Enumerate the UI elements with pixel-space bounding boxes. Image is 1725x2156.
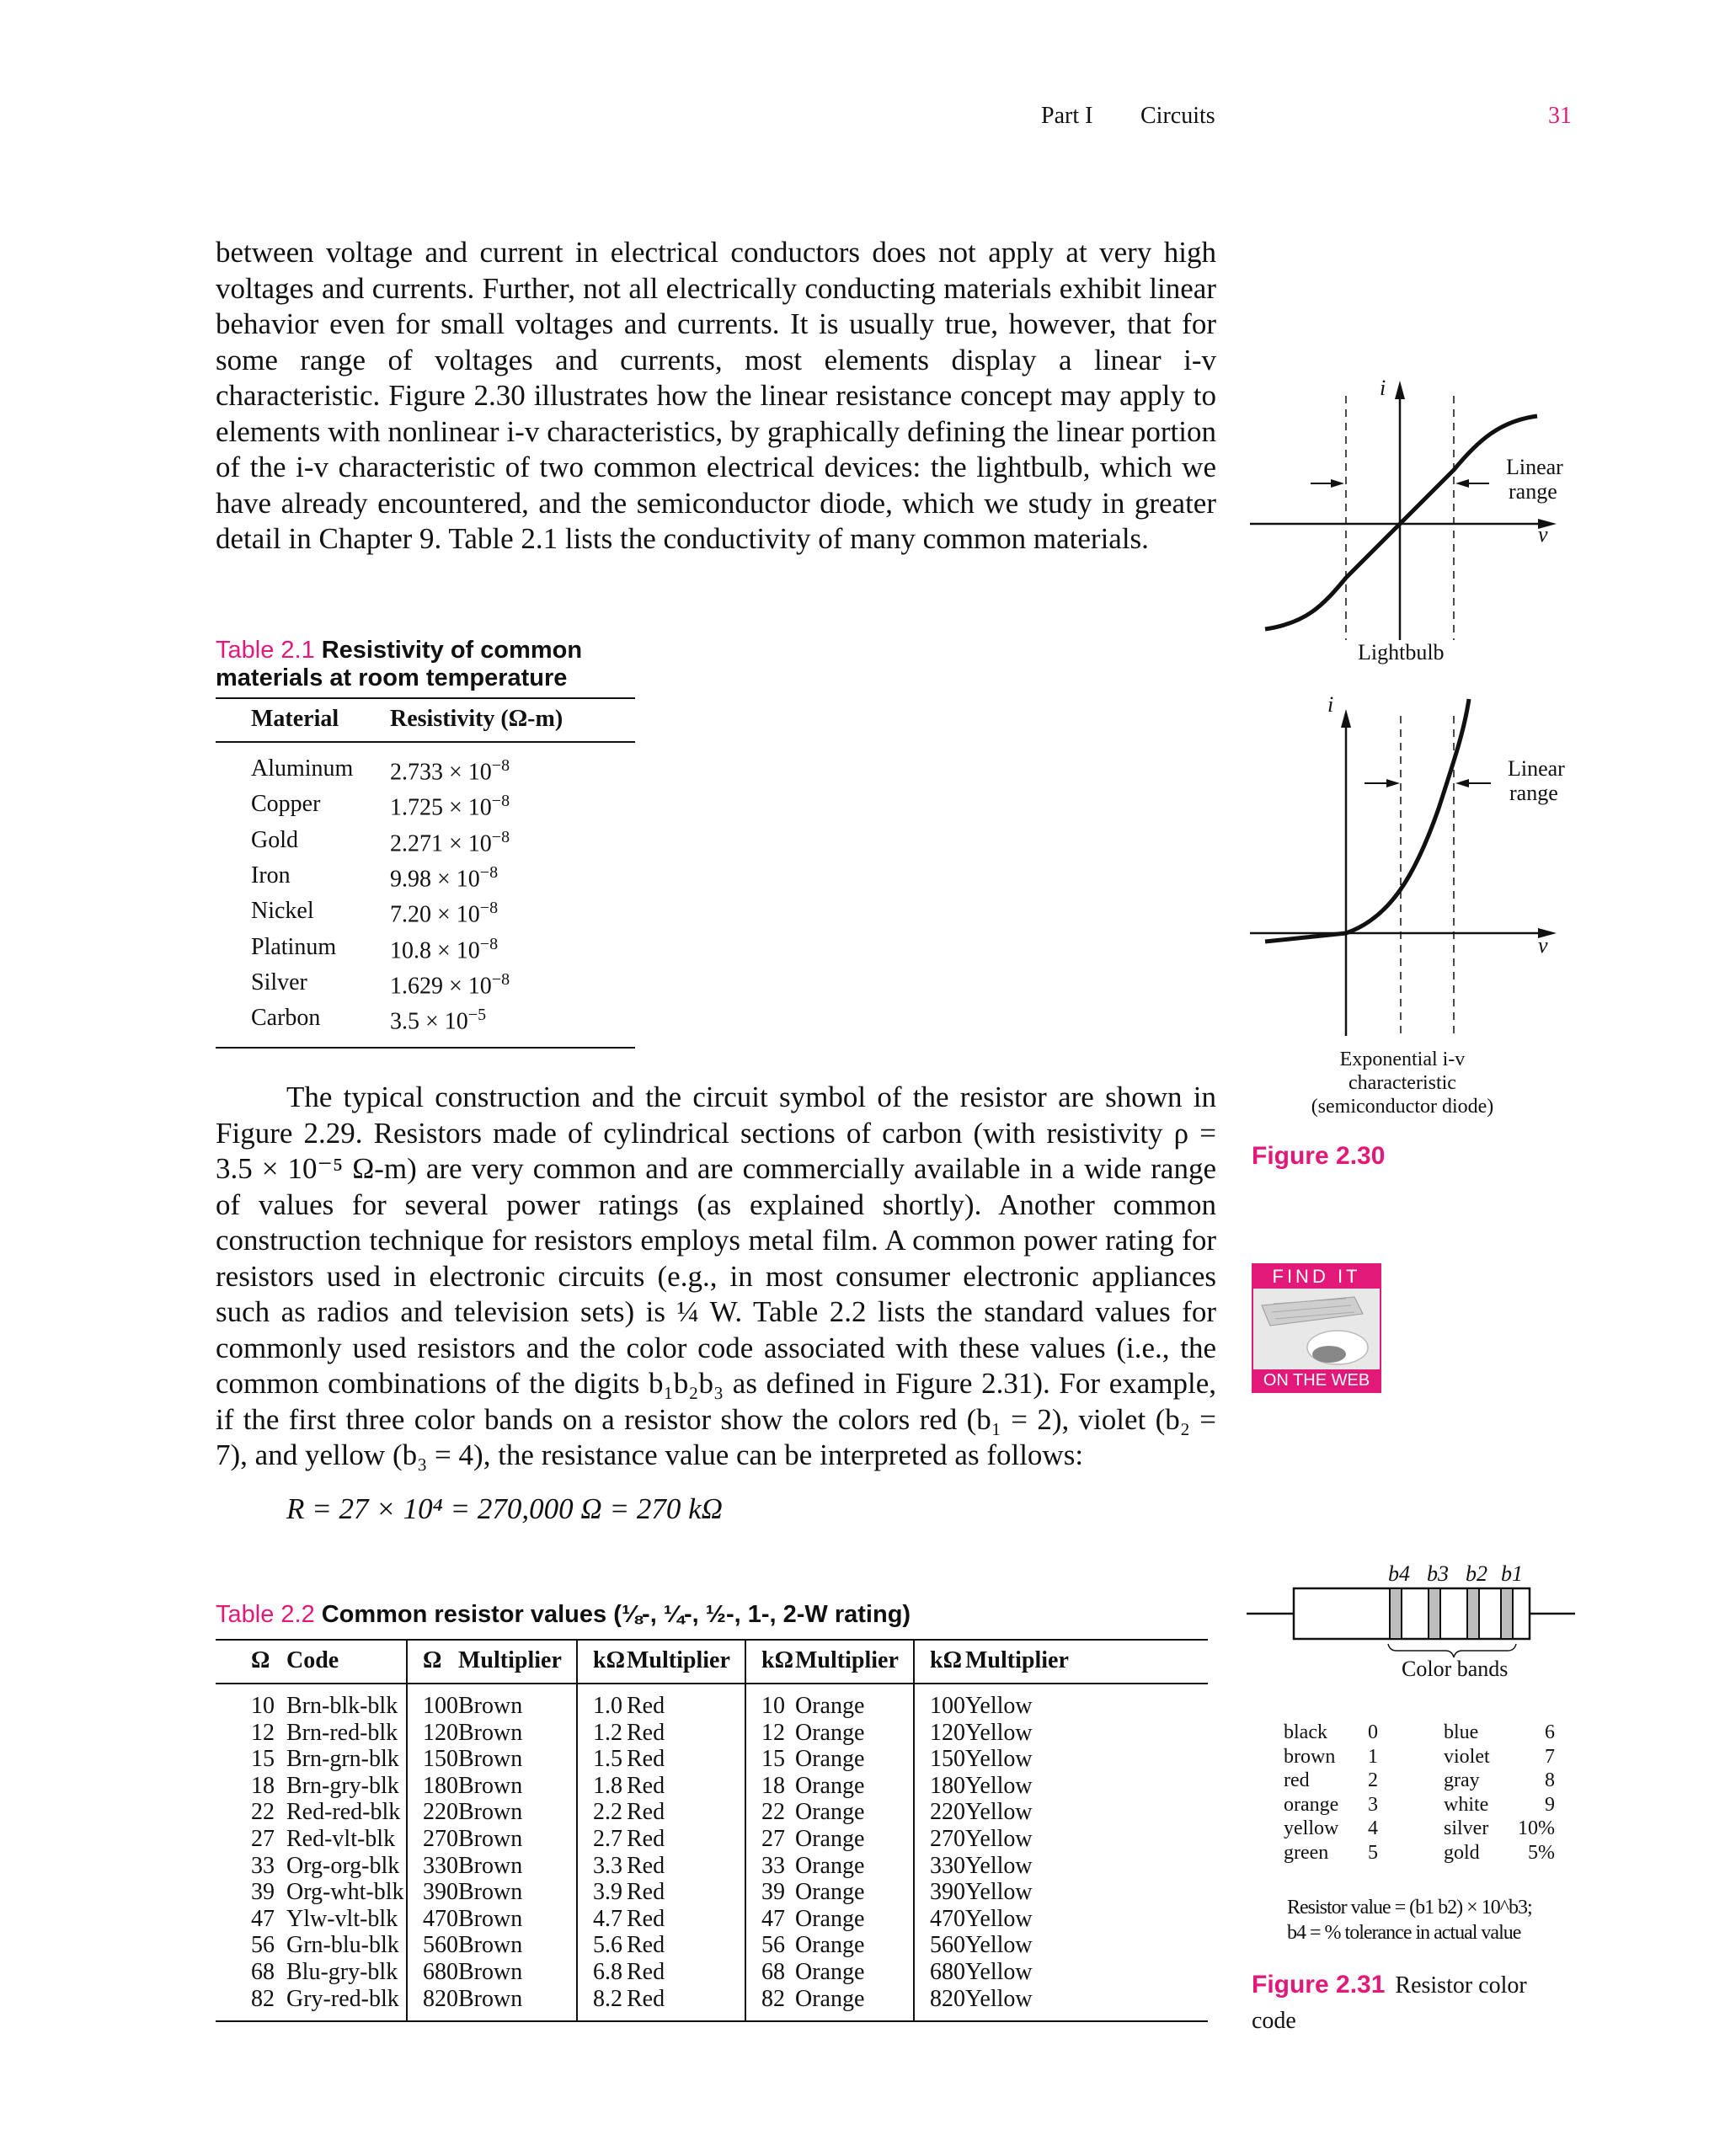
- color-code-entry: orange: [1284, 1793, 1339, 1816]
- t2-cell: Brown: [458, 1879, 577, 1906]
- t2-cell: Orange: [795, 1799, 914, 1826]
- t2-cell: Blu-gry-blk: [276, 1959, 407, 1986]
- color-code-entry: 8: [1545, 1769, 1555, 1791]
- t2-cell: 47: [761, 1905, 785, 1932]
- table-row: [216, 823, 635, 858]
- t2-cell: 1.8: [593, 1772, 622, 1799]
- t2-cell: 82: [251, 1985, 275, 2012]
- t2-cell: Orange: [795, 1879, 914, 1906]
- t2-cell: 6.8: [593, 1958, 622, 1985]
- t2-cell: 47: [251, 1905, 275, 1932]
- t2-cell: 100: [930, 1693, 965, 1719]
- t2-cell: 33: [251, 1852, 275, 1879]
- t2-cell: Yellow: [965, 1958, 1033, 1985]
- table-row: [216, 1959, 1208, 1986]
- t2-cell: 470: [930, 1905, 965, 1932]
- material-cell: Aluminum: [251, 755, 354, 782]
- table-row: [216, 1826, 1208, 1853]
- figure-2-31-text: Resistor color code: [1252, 1972, 1527, 2034]
- t2-cell: Brn-grn-blk: [276, 1746, 407, 1773]
- fig230-bottom-cap3: (semiconductor diode): [1311, 1096, 1494, 1118]
- diode-iv-curve: [1265, 699, 1469, 942]
- t2-cell: 560: [930, 1932, 965, 1959]
- paragraph-1: between voltage and current in electrical conductors does not apply at very high voltages and currents. Further, not all electrically conducting materials exhibit linear behavior even for small voltages and currents. It is usually true, however, that for some range of voltages and currents, most elements display a linear i-v characteristic. Figure 2.30 illustrates how the linear resistance concept may apply to elements with nonlinear i-v characteristics, by graphically defining the linear portion of the i-v characteristic of two common electrical devices: the lightbulb, which we have already encountered, and the semiconductor diode, which we study in greater detail in Chapter 9. Table 2.1 lists the conductivity of many common materials.: [216, 236, 1216, 555]
- right-range-arrow-icon: [1455, 479, 1469, 488]
- band-label-b3: b3: [1427, 1561, 1449, 1586]
- t2-header-cell: Code: [276, 1640, 407, 1684]
- t2-cell: 470: [423, 1905, 458, 1932]
- t2-cell: 120: [423, 1719, 458, 1746]
- table-row: [216, 1684, 1208, 1720]
- t2-header-cell: kΩ: [761, 1647, 793, 1673]
- t2-cell: Brown: [458, 1826, 577, 1853]
- t2-cell: 10: [251, 1693, 275, 1719]
- color-code-entry: 5: [1368, 1841, 1378, 1864]
- t2-cell: Brown: [458, 1906, 577, 1933]
- fig230-top-range: range: [1509, 479, 1557, 504]
- t2-cell: Yellow: [965, 1825, 1033, 1852]
- color-bands-label: Color bands: [1402, 1657, 1509, 1681]
- t2-cell: Orange: [795, 1720, 914, 1747]
- color-code-entry: silver: [1444, 1817, 1489, 1839]
- t2-cell: Red: [627, 1879, 745, 1906]
- t2-cell: Grn-blu-blk: [276, 1932, 407, 1959]
- color-code-entry: 7: [1545, 1745, 1555, 1768]
- t2-header-cell: kΩ: [593, 1647, 625, 1673]
- color-bands-brace: [1388, 1644, 1516, 1657]
- material-cell: Gold: [251, 826, 298, 853]
- table-row: [216, 1932, 1208, 1959]
- t2-cell: Brown: [458, 1986, 577, 2022]
- t2-cell: Brown: [458, 1853, 577, 1880]
- figure-2-31-caption: [1252, 1969, 1572, 2041]
- figure-2-31-label: Figure 2.31: [1252, 1971, 1386, 1999]
- material-cell: Platinum: [251, 933, 337, 960]
- t2-cell: Orange: [795, 1959, 914, 1986]
- table-2-1: [216, 697, 635, 1049]
- t2-cell: Org-org-blk: [276, 1853, 407, 1880]
- t2-cell: 22: [251, 1799, 275, 1826]
- header-section: Circuits: [1140, 103, 1215, 129]
- t2-cell: Ylw-vlt-blk: [276, 1906, 407, 1933]
- t2-header-cell: Multiplier: [795, 1640, 914, 1684]
- color-code-entry: gold: [1444, 1841, 1480, 1864]
- table-row: [216, 1773, 1208, 1800]
- resistivity-cell: $9.98 \times 10^{-8}$: [390, 862, 499, 893]
- color-code-entry: brown: [1284, 1745, 1336, 1768]
- t2-cell: 27: [761, 1825, 785, 1852]
- t2-cell: 390: [930, 1879, 965, 1906]
- t2-cell: Orange: [795, 1906, 914, 1933]
- t2-cell: Org-wht-blk: [276, 1879, 407, 1906]
- t2-cell: Orange: [795, 1684, 914, 1720]
- t2-cell: Red: [627, 1720, 745, 1747]
- fig230-bottom-cap2: characteristic: [1348, 1072, 1456, 1094]
- color-code-entry: white: [1444, 1793, 1489, 1816]
- t2-cell: 180: [930, 1772, 965, 1799]
- t2-cell: Red-red-blk: [276, 1799, 407, 1826]
- t2-cell: 180: [423, 1772, 458, 1799]
- t2-cell: 330: [930, 1852, 965, 1879]
- t2-cell: 220: [423, 1799, 458, 1826]
- t2-cell: 1.0: [593, 1693, 622, 1719]
- color-code-entry: 0: [1368, 1721, 1378, 1743]
- resistivity-cell: $1.629 \times 10^{-8}$: [390, 969, 510, 1000]
- t2-cell: 8.2: [593, 1985, 622, 2012]
- table-row: [216, 965, 635, 1001]
- resistivity-cell: $2.271 \times 10^{-8}$: [390, 827, 510, 857]
- t2-cell: 18: [251, 1772, 275, 1799]
- band-label-b4: b4: [1388, 1561, 1410, 1586]
- band-label-b1: b1: [1501, 1561, 1523, 1586]
- fig230-bottom-caption: [1280, 1048, 1525, 1118]
- t2-cell: 3.9: [593, 1879, 622, 1906]
- t2-cell: 33: [761, 1852, 785, 1879]
- t2-cell: Yellow: [965, 1932, 1033, 1959]
- t2-cell: 82: [761, 1985, 785, 2012]
- t2-cell: 15: [761, 1746, 785, 1773]
- t2-cell: 560: [423, 1932, 458, 1959]
- find-it-label: FIND IT: [1253, 1265, 1380, 1289]
- t2-header-cell: Multiplier: [627, 1640, 745, 1684]
- color-code-entry: 9: [1545, 1793, 1555, 1816]
- t2-cell: 68: [761, 1958, 785, 1985]
- table-row: [216, 1986, 1208, 2022]
- color-code-entry: red: [1284, 1769, 1310, 1791]
- fig230-top-i-label: i: [1380, 376, 1386, 400]
- header-part: Part I: [1041, 103, 1093, 129]
- color-code-entry: violet: [1444, 1745, 1490, 1768]
- t2-cell: 390: [423, 1879, 458, 1906]
- table-row: [216, 1720, 1208, 1747]
- t2-cell: Brown: [458, 1932, 577, 1959]
- color-code-entry: green: [1284, 1841, 1329, 1864]
- table-2-2-label: Table 2.2: [216, 1601, 315, 1628]
- fig230-bottom-i-label: i: [1327, 692, 1334, 717]
- table-2-2-caption: [216, 1601, 911, 1629]
- t2-cell: Red: [627, 1684, 745, 1720]
- color-code-entry: 1: [1368, 1745, 1378, 1768]
- t1-header-resistivity: Resistivity (Ω-m): [390, 706, 563, 732]
- fig230-top-caption: Lightbulb: [1358, 640, 1445, 664]
- t2-cell: 4.7: [593, 1905, 622, 1932]
- fig230-top-v-label: v: [1538, 522, 1548, 547]
- t2-cell: 68: [251, 1958, 275, 1985]
- t2-cell: Red: [627, 1853, 745, 1880]
- t2-cell: Brn-red-blk: [276, 1720, 407, 1747]
- color-code-entry: 10%: [1518, 1817, 1555, 1839]
- resistivity-cell: $2.733 \times 10^{-8}$: [390, 756, 510, 786]
- find-it-on-the-web-badge[interactable]: [1252, 1263, 1381, 1393]
- material-cell: Copper: [251, 791, 321, 818]
- t2-cell: 270: [930, 1825, 965, 1852]
- t2-cell: Red: [627, 1986, 745, 2022]
- table-row: [216, 1001, 635, 1047]
- t2-cell: 39: [251, 1879, 275, 1906]
- t2-cell: 27: [251, 1825, 275, 1852]
- t2-cell: 56: [251, 1932, 275, 1959]
- material-cell: Iron: [251, 862, 291, 889]
- t2-cell: 680: [930, 1958, 965, 1985]
- t2-cell: 220: [930, 1799, 965, 1826]
- t2-cell: Brn-gry-blk: [276, 1773, 407, 1800]
- table-row: [216, 858, 635, 894]
- t2-cell: Yellow: [965, 1852, 1033, 1879]
- band-b1: [1501, 1588, 1513, 1639]
- color-codes-left-values: [1368, 1721, 1388, 1865]
- table-row: [216, 787, 635, 822]
- t2-cell: Red: [627, 1906, 745, 1933]
- band-b2: [1467, 1588, 1479, 1639]
- fig230-bottom-range: range: [1509, 781, 1558, 805]
- t2-cell: Brown: [458, 1773, 577, 1800]
- color-code-entry: 4: [1368, 1817, 1378, 1839]
- material-cell: Carbon: [251, 1005, 321, 1032]
- t2-cell: 3.3: [593, 1852, 622, 1879]
- formula-line-2: b4 = % tolerance in actual value: [1287, 1922, 1521, 1944]
- equation: R = 27 × 10⁴ = 270,000 Ω = 270 kΩ: [286, 1492, 723, 1525]
- fig230-bottom-cap1: Exponential i-v: [1339, 1049, 1466, 1070]
- t2-cell: 680: [423, 1958, 458, 1985]
- resistivity-cell: $10.8 \times 10^{-8}$: [390, 934, 499, 963]
- formula-line-1: Resistor value = (b1 b2) × 10^b3;: [1287, 1897, 1532, 1919]
- table-row: [216, 1906, 1208, 1933]
- computer-mouse-icon: [1253, 1289, 1380, 1369]
- t2-cell: Orange: [795, 1826, 914, 1853]
- color-codes-right-values: [1508, 1721, 1555, 1865]
- right-range-arrow-icon: [1455, 779, 1469, 787]
- t2-cell: 2.7: [593, 1825, 622, 1852]
- band-b4: [1390, 1588, 1402, 1639]
- material-cell: Nickel: [251, 898, 314, 925]
- fig230-top-linear-range: [1506, 455, 1563, 504]
- left-range-arrow-icon: [1386, 779, 1400, 787]
- t2-header-cell: Ω: [251, 1647, 270, 1673]
- color-code-entry: black: [1284, 1721, 1327, 1743]
- color-code-entry: 3: [1368, 1793, 1378, 1816]
- resistivity-cell: $3.5 \times 10^{-5}$: [390, 1006, 487, 1035]
- color-code-entry: gray: [1444, 1769, 1480, 1791]
- table-2-2: [216, 1639, 1208, 2022]
- figure-2-30-diode-graph: [1247, 691, 1567, 1044]
- on-the-web-label: ON THE WEB: [1253, 1369, 1380, 1391]
- fig230-bottom-linear-range: [1508, 756, 1565, 805]
- t2-cell: Red: [627, 1932, 745, 1959]
- paragraph-2: The typical construction and the circuit symbol of the resistor are shown in Figure 2.29. Resistors made of cylindrical sections of carbon (with resistivity ρ = 3.5 × 10⁻⁵ Ω-m) are very common and are commercially available in a wide range of values for several power ratings (as explained shortly). Another common construction technique for resistors employs metal film. A common power rating for resistors used in electronic circuits (e.g., in most consumer electronic appliances such as radios and television sets) is ¼ W. Table 2.2 lists the standard values for commonly used resistors and the color code associated with these values (i.e., the common combinations of the digits b₁b₂b₃ as defined in Figure 2.31). For example, if the first three color bands on a resistor show the colors red (b₁ = 2), violet (b₂ = 7), and yellow (b₃ = 4), the resistance value can be interpreted as follows:: [216, 1081, 1216, 1471]
- fig230-bottom-v-label: v: [1538, 933, 1548, 958]
- t2-cell: Yellow: [965, 1799, 1033, 1826]
- table-row: [216, 742, 635, 787]
- t2-cell: Red: [627, 1959, 745, 1986]
- t2-cell: Yellow: [965, 1879, 1033, 1906]
- t2-cell: Yellow: [965, 1985, 1033, 2012]
- t2-cell: Brn-blk-blk: [276, 1684, 407, 1720]
- fig231-formula: [1287, 1895, 1532, 1945]
- t2-cell: Yellow: [965, 1772, 1033, 1799]
- t2-cell: Orange: [795, 1773, 914, 1800]
- figure-2-30-lightbulb-graph: [1247, 371, 1567, 674]
- page-number: 31: [1548, 103, 1572, 129]
- t2-cell: 2.2: [593, 1799, 622, 1826]
- t2-cell: Yellow: [965, 1719, 1033, 1746]
- t2-cell: 5.6: [593, 1932, 622, 1959]
- table-row: [216, 930, 635, 965]
- resistor-body: [1294, 1588, 1530, 1639]
- t2-cell: Red: [627, 1826, 745, 1853]
- t2-cell: 270: [423, 1825, 458, 1852]
- t2-cell: Orange: [795, 1932, 914, 1959]
- figure-2-30-label: Figure 2.30: [1252, 1142, 1386, 1170]
- t2-header-cell: Ω: [423, 1647, 442, 1673]
- t2-cell: 150: [423, 1746, 458, 1773]
- t2-cell: Red: [627, 1746, 745, 1773]
- t2-cell: 39: [761, 1879, 785, 1906]
- t2-cell: Yellow: [965, 1746, 1033, 1773]
- t2-cell: Brown: [458, 1799, 577, 1826]
- t2-header-cell: kΩ: [930, 1647, 962, 1673]
- table-2-1-caption: [216, 637, 654, 692]
- color-code-entry: blue: [1444, 1721, 1479, 1743]
- t2-cell: 1.5: [593, 1746, 622, 1773]
- table-2-1-title: Resistivity of common materials at room temperature: [216, 637, 583, 691]
- t2-cell: Yellow: [965, 1905, 1033, 1932]
- resistivity-cell: $1.725 \times 10^{-8}$: [390, 792, 510, 821]
- t2-cell: 820: [930, 1985, 965, 2012]
- table-row: [216, 1879, 1208, 1906]
- t2-header-cell: Multiplier: [965, 1647, 1069, 1673]
- t2-cell: 18: [761, 1772, 785, 1799]
- t2-cell: 150: [930, 1746, 965, 1773]
- t1-header-material: Material: [251, 706, 339, 732]
- color-code-entry: 6: [1545, 1721, 1555, 1743]
- t2-cell: Brown: [458, 1959, 577, 1986]
- t2-cell: Brown: [458, 1684, 577, 1720]
- t2-cell: Gry-red-blk: [276, 1986, 407, 2022]
- t2-cell: 1.2: [593, 1719, 622, 1746]
- t2-cell: 10: [761, 1693, 785, 1719]
- lightbulb-iv-curve: [1265, 416, 1537, 629]
- color-code-entry: yellow: [1284, 1817, 1339, 1839]
- resistivity-cell: $7.20 \times 10^{-8}$: [390, 899, 499, 928]
- t2-cell: 820: [423, 1985, 458, 2012]
- color-code-entry: 5%: [1528, 1841, 1555, 1864]
- fig230-bottom-linear: Linear: [1508, 756, 1565, 781]
- t2-cell: Orange: [795, 1986, 914, 2022]
- fig230-top-linear: Linear: [1506, 455, 1563, 479]
- t2-cell: 12: [761, 1719, 785, 1746]
- table-row: [216, 1746, 1208, 1773]
- i-axis-arrow-icon: [1341, 709, 1351, 728]
- table-2-1-label: Table 2.1: [216, 637, 315, 664]
- t2-header-cell: Multiplier: [458, 1640, 577, 1684]
- left-range-arrow-icon: [1331, 479, 1344, 488]
- t2-cell: 330: [423, 1852, 458, 1879]
- t2-cell: Brown: [458, 1720, 577, 1747]
- t2-cell: Orange: [795, 1853, 914, 1880]
- material-cell: Silver: [251, 969, 307, 996]
- t2-cell: Yellow: [965, 1693, 1033, 1719]
- t2-cell: Red-vlt-blk: [276, 1826, 407, 1853]
- t2-cell: 15: [251, 1746, 275, 1773]
- t2-cell: Red: [627, 1773, 745, 1800]
- t2-cell: 56: [761, 1932, 785, 1959]
- t2-cell: 12: [251, 1719, 275, 1746]
- t2-cell: 120: [930, 1719, 965, 1746]
- color-code-entry: 2: [1368, 1769, 1378, 1791]
- t2-cell: 100: [423, 1693, 458, 1719]
- t2-cell: Red: [627, 1799, 745, 1826]
- band-label-b2: b2: [1466, 1561, 1487, 1586]
- band-b3: [1429, 1588, 1440, 1639]
- t2-cell: Brown: [458, 1746, 577, 1773]
- t2-cell: Orange: [795, 1746, 914, 1773]
- table-row: [216, 894, 635, 929]
- table-row: [216, 1853, 1208, 1880]
- table-row: [216, 1799, 1208, 1826]
- i-axis-arrow-icon: [1395, 381, 1405, 399]
- t2-cell: 22: [761, 1799, 785, 1826]
- table-2-2-title: Common resistor values (⅛-, ¼-, ½-, 1-, 2-W rating): [321, 1601, 911, 1628]
